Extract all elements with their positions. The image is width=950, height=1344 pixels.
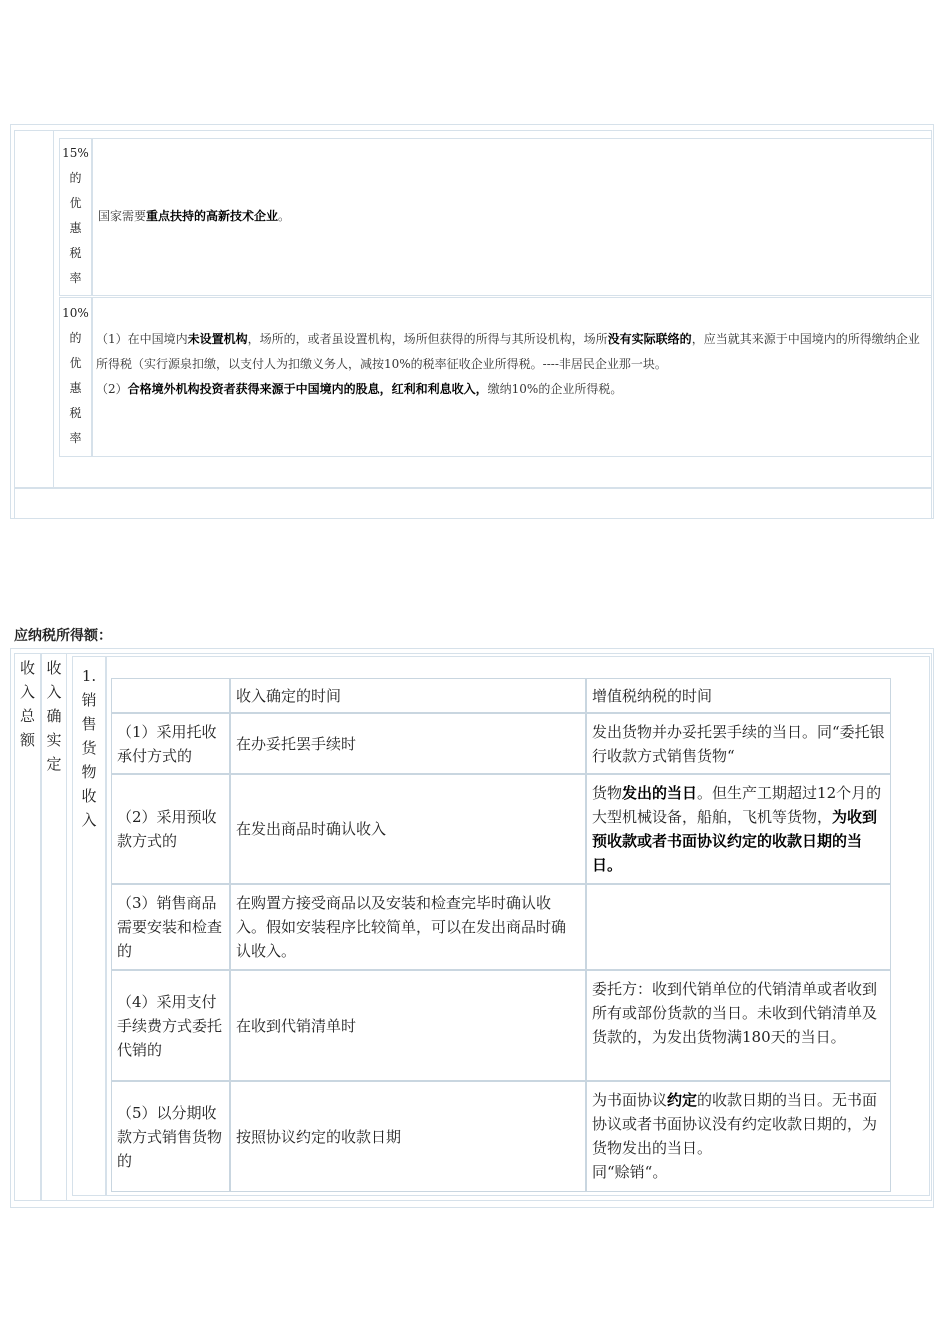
text-run: 。但生产工期超过12个月的大型机械设备，船舶，飞机等货物， <box>592 784 882 826</box>
table-header-cell: 收入确定的时间 <box>230 678 586 713</box>
paragraph <box>96 377 926 402</box>
row-15-label <box>59 141 92 291</box>
section-heading: 应纳税所得额： <box>14 628 112 644</box>
label-goods-sales <box>76 664 102 832</box>
rate-label-char: 的 <box>69 171 82 185</box>
bottom-gap-row <box>14 488 932 519</box>
income-time-cell: 在收到代销清单时 <box>230 970 586 1081</box>
method-cell: （2）采用预收款方式的 <box>111 774 230 884</box>
text-run: 委托方：收到代销单位的代销清单或者收到所有或部份货款的当日。未收到代销清单及货款的，为发出货物满180天的当日。 <box>592 980 878 1046</box>
top-left-column <box>14 130 54 488</box>
text-run: 没有实际联络的 <box>607 332 692 346</box>
vertical-label-char: 入 <box>81 811 97 829</box>
table-header-cell: 增值税纳税的时间 <box>586 678 891 713</box>
vat-time-cell <box>586 884 891 970</box>
row-10-label <box>59 301 92 451</box>
text-run: 合格境外机构投资者获得来源于中国境内的股息，红利和利息收入， <box>127 382 488 396</box>
vertical-label-char: 实 <box>46 731 62 749</box>
rate-label-char: 税 <box>69 246 82 260</box>
income-time-cell: 在办妥托罢手续时 <box>230 713 586 774</box>
rate-label-char: 15% <box>62 146 89 160</box>
label-income-confirm <box>41 656 67 776</box>
rate-label-char: 率 <box>69 431 82 445</box>
vertical-label-char: 销 <box>81 691 97 709</box>
vat-time-cell <box>586 970 891 1081</box>
vertical-label-char: 额 <box>19 731 35 749</box>
vat-time-cell <box>586 774 891 884</box>
text-run: 约定 <box>667 1091 698 1109</box>
vertical-label-char: 确 <box>46 707 62 725</box>
table-header-cell <box>111 678 230 713</box>
rate-label-char: 优 <box>69 196 82 210</box>
text-run: 货物 <box>592 784 623 802</box>
text-run: ，场所的，或者虽设置机构，场所但获得的所得与其所设机构，场所 <box>247 332 608 346</box>
vertical-label-char: 收 <box>46 659 62 677</box>
vat-time-cell <box>586 1081 891 1192</box>
paragraph <box>96 327 926 377</box>
text-run: 国家需要 <box>98 209 147 223</box>
text-run: （2） <box>96 382 128 396</box>
text-run: 发出货物并办妥托罢手续的当日。同“委托银行收款方式销售货物“ <box>592 723 885 765</box>
vertical-label-char: 总 <box>19 707 35 725</box>
vertical-label-char: 收 <box>19 659 35 677</box>
method-cell: （4）采用支付手续费方式委托代销的 <box>111 970 230 1081</box>
vertical-label-char: 收 <box>81 787 97 805</box>
vertical-label-char: 定 <box>46 755 62 773</box>
rate-label-char: 的 <box>69 331 82 345</box>
text-run: 未设置机构 <box>187 332 248 346</box>
income-time-cell: 按照协议约定的收款日期 <box>230 1081 586 1192</box>
vertical-label-char: 1. <box>81 667 97 685</box>
text-run: （1）在中国境内 <box>96 332 188 346</box>
text-run: 同“赊销“。 <box>592 1163 668 1181</box>
text-run: ，应当就其来源于中国境内的所得缴纳企业所得税（实行源泉扣缴，以支付人为扣缴义务人，减按10%的税率征收企业所得税。----非居民企业那一块。 <box>96 332 920 371</box>
method-cell: （3）销售商品需要安装和检查的 <box>111 884 230 970</box>
rate-label-char: 税 <box>69 406 82 420</box>
text-run: 为书面协议 <box>592 1091 668 1109</box>
vertical-label-char: 货 <box>81 739 97 757</box>
label-income-total <box>14 656 41 752</box>
vat-time-cell <box>586 713 891 774</box>
method-cell: （1）采用托收承付方式的 <box>111 713 230 774</box>
income-time-cell: 在发出商品时确认收入 <box>230 774 586 884</box>
text-run: 缴纳10%的企业所得税。 <box>487 382 623 396</box>
rate-label-char: 率 <box>69 271 82 285</box>
rate-label-char: 惠 <box>69 221 82 235</box>
row-10-text <box>96 327 926 402</box>
vertical-label-char: 物 <box>81 763 97 781</box>
rate-label-char: 优 <box>69 356 82 370</box>
text-run: 。 <box>278 209 291 223</box>
income-table <box>111 678 891 1192</box>
text-run: 重点扶持的高新技术企业 <box>146 209 279 223</box>
text-run: 的收款日期的当日。无书面协议或者书面协议没有约定收款日期的，为货物发出的当日。 <box>592 1091 878 1157</box>
income-time-cell: 在购置方接受商品以及安装和检查完毕时确认收入。假如安装程序比较简单，可以在发出商品时确认收入。 <box>230 884 586 970</box>
rate-label-char: 惠 <box>69 381 82 395</box>
row-15-text <box>98 204 918 229</box>
vertical-label-char: 入 <box>46 683 62 701</box>
rate-label-char: 10% <box>62 306 89 320</box>
method-cell: （5）以分期收款方式销售货物的 <box>111 1081 230 1192</box>
vertical-label-char: 入 <box>19 683 35 701</box>
text-run: 为收到预收款或者书面协议约定的收款日期的当日。 <box>592 808 878 874</box>
vertical-label-char: 售 <box>81 715 97 733</box>
text-run: 发出的当日 <box>622 784 698 802</box>
